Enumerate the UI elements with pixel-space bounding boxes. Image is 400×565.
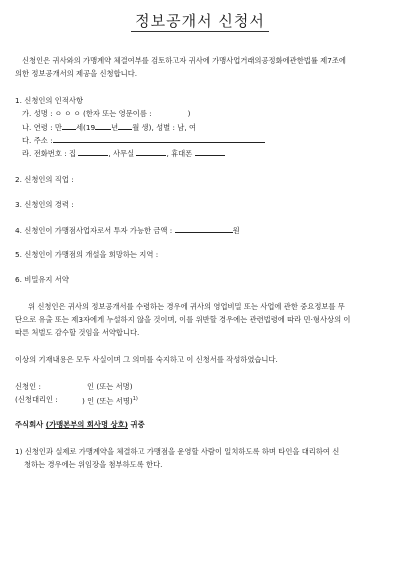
page-title: 정보공개서 신청서: [0, 10, 400, 31]
recipient-prefix: 주식회사: [15, 420, 44, 429]
investment-label: 4. 신청인이 가맹점사업자로서 투자 가능한 금액 :: [15, 226, 173, 235]
investment-blank[interactable]: [175, 225, 233, 233]
section-2: 2. 신청인의 직업 :: [15, 175, 74, 184]
phone-mobile-blank[interactable]: [195, 148, 225, 156]
phone-mobile-label: , 휴대폰: [166, 149, 193, 158]
closing-statement: 이상의 기재내용은 모두 사실이며 그 의미를 숙지하고 이 신청서를 작성하였습니다.: [15, 355, 278, 364]
name-row: [22, 109, 191, 118]
section-5: 5. 신청인이 가맹점의 개설을 희망하는 지역 :: [15, 250, 159, 259]
pledge-line-2: 단으로 유출 또는 제3자에게 누설하지 않을 것이며, 이를 위반할 경우에는 관련법령에 따라 민·형사상의 이: [15, 315, 351, 324]
address-blank[interactable]: [53, 135, 265, 143]
footnote-line-2: 청하는 경우에는 위임장을 첨부하도록 한다.: [24, 460, 163, 469]
age-unit: 세(19: [75, 123, 96, 132]
year-unit: 년: [111, 123, 119, 132]
applicant-label: 신청인 :: [15, 382, 41, 391]
address-row: [22, 135, 265, 145]
footnote-line-1: 1) 신청인과 실제로 가맹계약을 체결하고 가맹점을 운영할 사람이 일치하도록 하며 타인을 대리하여 신: [15, 447, 340, 456]
name-close: ): [187, 109, 191, 118]
phone-home-label: 라. 전화번호 : 집: [22, 149, 77, 158]
birth-month-blank[interactable]: [118, 122, 132, 130]
section-1-heading: 1. 신청인의 인적사항: [15, 96, 83, 105]
section-6-heading: 6. 비밀유지 서약: [15, 275, 69, 284]
recipient-company: (가맹본부의 회사명 상호): [45, 420, 128, 429]
pledge-line-3: 따른 처벌도 감수할 것임을 서약합니다.: [15, 328, 140, 337]
intro-line-1: 신청인은 귀사와의 가맹계약 체결여부를 검토하고자 귀사에 가맹사업거래의공정화에관한법률 제7조에: [22, 56, 346, 65]
section-3: 3. 신청인의 경력 :: [15, 200, 74, 209]
name-label: 가. 성명 : ㅇ ㅇ ㅇ (한자 또는 영문이름 :: [22, 109, 152, 118]
pledge-line-1: 위 신청인은 귀사의 정보공개서를 수령하는 경우에 귀사의 영업비밀 또는 사업에 관한 중요정보를 무: [28, 302, 345, 311]
phone-home-blank[interactable]: [78, 148, 108, 156]
phone-office-label: , 사무실: [108, 149, 135, 158]
intro-line-2: 의한 정보공개서의 제공을 신청합니다.: [15, 69, 138, 78]
month-gender-label: 월 생), 성별 : 남, 여: [132, 123, 197, 132]
agent-seal: ) 인 (또는 서명)$^{1)}$: [82, 396, 138, 406]
phone-office-blank[interactable]: [136, 148, 166, 156]
footnote-marker: 1): [132, 396, 138, 402]
recipient-line: [15, 420, 145, 429]
investment-unit: 원: [232, 226, 240, 235]
applicant-seal: 인 (또는 서명): [87, 382, 133, 391]
age-label: 나. 연령 : 만: [22, 123, 62, 132]
section-4: [15, 225, 240, 235]
recipient-suffix: 귀중: [130, 420, 145, 429]
age-blank[interactable]: [62, 122, 76, 130]
agent-label: (신청대리인 :: [15, 395, 58, 404]
age-row: [22, 122, 196, 132]
phone-row: [22, 148, 225, 158]
birth-year-blank[interactable]: [95, 122, 111, 130]
address-label: 다. 주소 :: [22, 136, 53, 145]
